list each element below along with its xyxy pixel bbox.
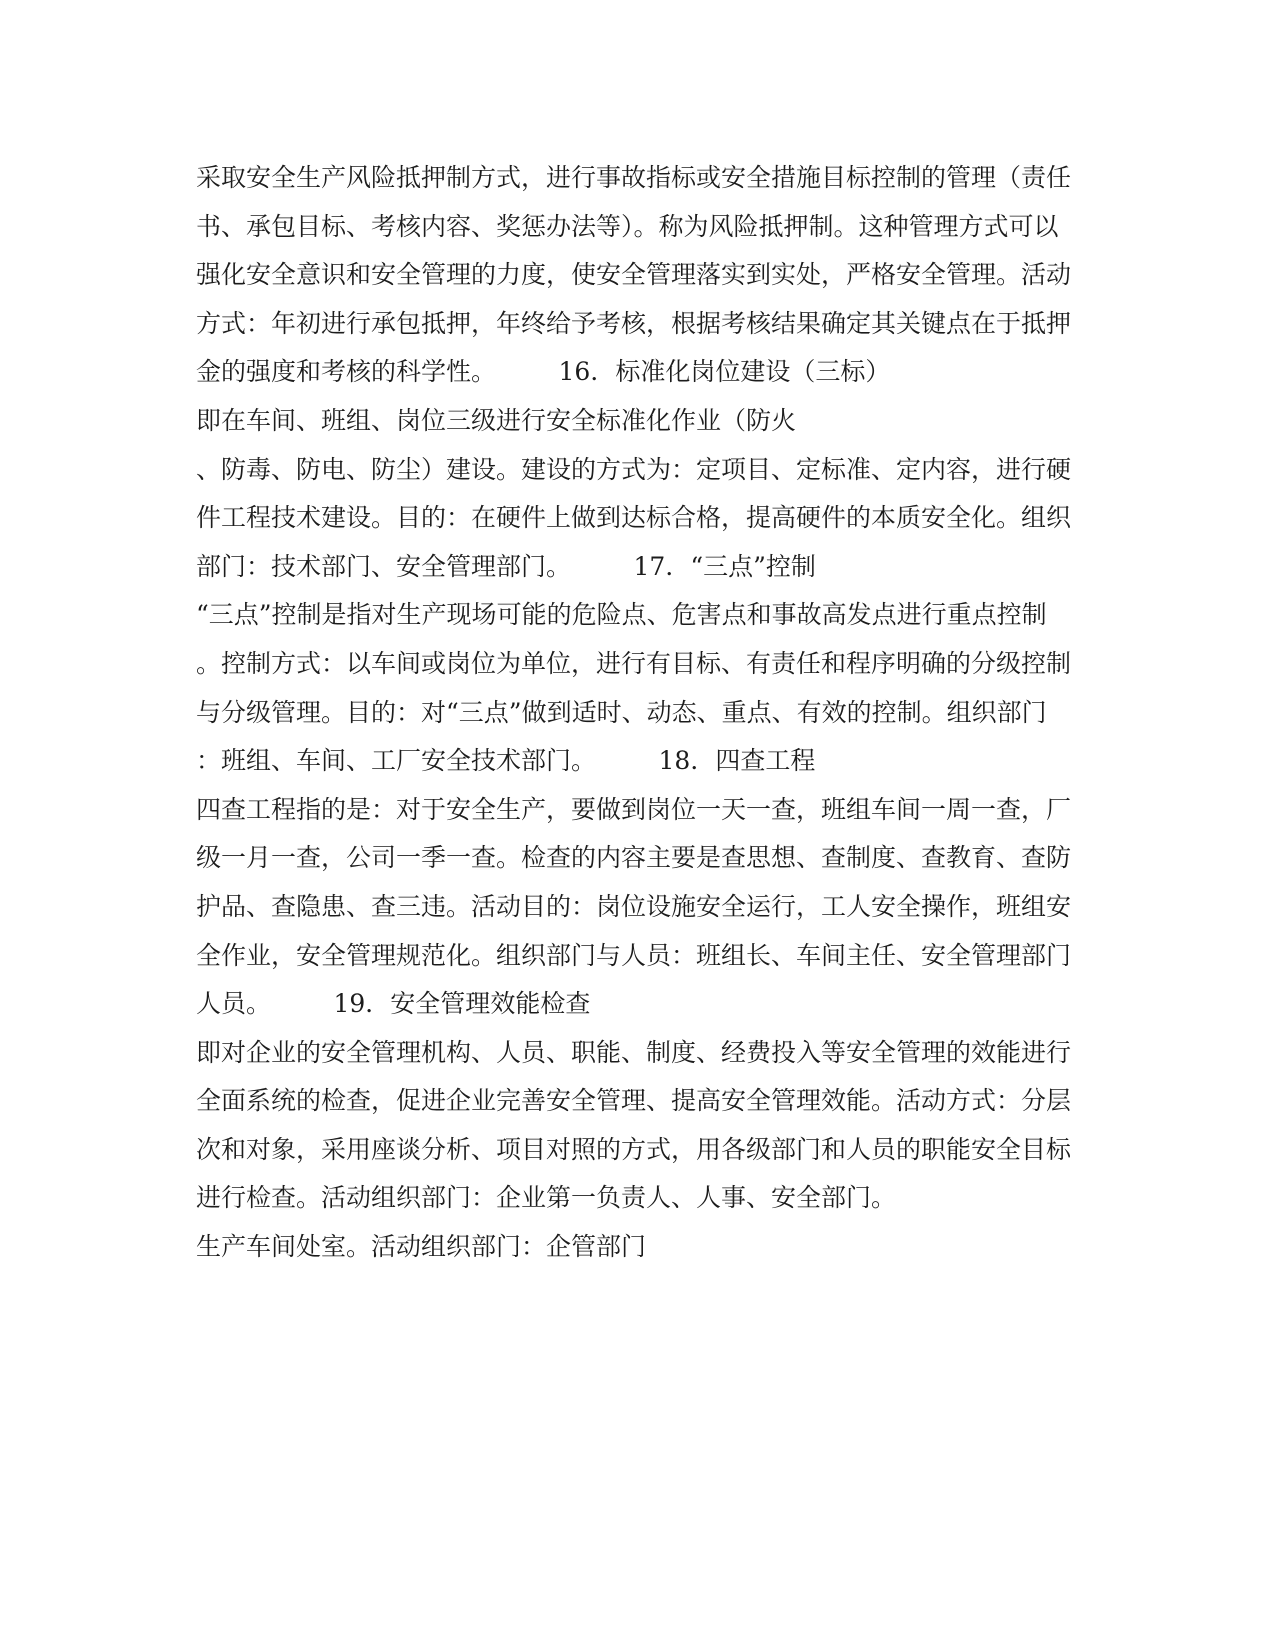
text-line: 级一月一查，公司一季一查。检查的内容主要是查思想、查制度、查教育、查防	[196, 843, 1072, 873]
text-line: 全作业，安全管理规范化。组织部门与人员：班组长、车间主任、安全管理部门	[196, 940, 1072, 970]
text-line: 人员。 19．安全管理效能检查	[196, 989, 591, 1019]
text-line: 即在车间、班组、岗位三级进行安全标准化作业（防火	[196, 405, 797, 435]
text-line: 件工程技术建设。目的：在硬件上做到达标合格，提高硬件的本质安全化。组织	[196, 503, 1072, 533]
text-line: 采取安全生产风险抵押制方式，进行事故指标或安全措施目标控制的管理（责任	[196, 163, 1072, 192]
text-line: “三点”控制是指对生产现场可能的危险点、危害点和事故高发点进行重点控制	[196, 600, 1047, 630]
text-line: 全面系统的检查，促进企业完善安全管理、提高安全管理效能。活动方式：分层	[196, 1086, 1072, 1116]
text-line: 生产车间处室。活动组织部门：企管部门	[196, 1232, 647, 1262]
text-line: 。控制方式：以车间或岗位为单位，进行有目标、有责任和程序明确的分级控制	[196, 648, 1072, 678]
text-line: 金的强度和考核的科学性。 16．标准化岗位建设（三标）	[196, 357, 891, 387]
text-line: 次和对象，采用座谈分析、项目对照的方式，用各级部门和人员的职能安全目标	[196, 1134, 1072, 1164]
text-line: 、防毒、防电、防尘）建设。建设的方式为：定项目、定标准、定内容，进行硬	[196, 454, 1072, 484]
text-line: 强化安全意识和安全管理的力度，使安全管理落实到实处，严格安全管理。活动	[196, 260, 1072, 290]
text-line: 方式：年初进行承包抵押，年终给予考核，根据考核结果确定其关键点在于抵押	[196, 308, 1072, 338]
text-line: 书、承包目标、考核内容、奖惩办法等）。称为风险抵押制。这种管理方式可以	[196, 211, 1059, 241]
text-line: 部门：技术部门、安全管理部门。 17．“三点”控制	[196, 551, 816, 581]
text-line: 进行检查。活动组织部门：企业第一负责人、人事、安全部门。	[196, 1183, 897, 1213]
text-line: 与分级管理。目的：对“三点”做到适时、动态、重点、有效的控制。组织部门	[196, 697, 1047, 727]
text-line: ：班组、车间、工厂安全技术部门。 18．四查工程	[196, 746, 816, 776]
text-line: 即对企业的安全管理机构、人员、职能、制度、经费投入等安全管理的效能进行	[196, 1037, 1072, 1067]
document-body	[196, 154, 1076, 1272]
text-line: 四查工程指的是：对于安全生产，要做到岗位一天一查，班组车间一周一查，厂	[196, 794, 1072, 824]
text-line: 护品、查隐患、查三违。活动目的：岗位设施安全运行，工人安全操作，班组安	[196, 891, 1072, 921]
